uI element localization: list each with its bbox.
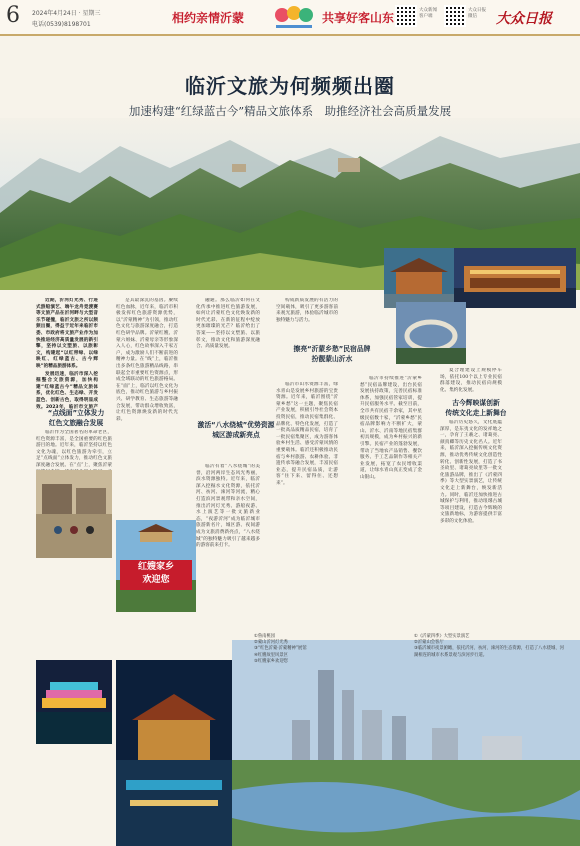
qr-code-news-app[interactable] (395, 5, 417, 27)
gate-slogan: 红嫂家乡 欢迎您 (137, 562, 174, 585)
village-photo (36, 470, 112, 558)
slogan-left: 相约亲情沂蒙 (172, 11, 245, 25)
body-column (276, 298, 338, 342)
slogan-right: 共享好客山东 (322, 11, 395, 25)
date-line: 2024年4月24日 · 星期三 (32, 10, 101, 17)
qr-caption: 大众日报 微信 (468, 8, 486, 19)
phone-line: 电话(0539)8198701 (32, 21, 91, 28)
section-heading-text: 擦亮“沂蒙乡愁”民宿品牌 扮靓蒙山沂水 (293, 345, 371, 363)
section-heading (36, 408, 116, 428)
body-column (440, 420, 502, 638)
temple-photo (384, 248, 454, 308)
page-number: 6 (6, 3, 20, 28)
body-text: 构成新质发展的有活力的空间载体，吸引了更多游客前来观光旅游，体验临沂城市的独特魅力与活力。 (276, 298, 338, 323)
body-column (360, 376, 422, 638)
body-column (116, 298, 178, 558)
lead-paragraph (36, 298, 98, 410)
body-text: 融通。那么临沂如何在文化传承中推进红色旅游发展，如何让沂蒙红色文化焕发新的时代光彩、在新的征程中绽放更加璀璨的光芒？临沂给出了答案——坚持以文塑旅、以旅彰文，推动文化和旅游深度融合、高质量发展。 (196, 298, 260, 350)
section-heading-text: 激活“八水绕城”优势资源 城区游成新亮点 (197, 421, 275, 439)
section-heading (282, 344, 382, 364)
qr-code-wechat[interactable] (444, 5, 466, 27)
city-aerial-photo (232, 640, 580, 846)
body-column (196, 298, 260, 408)
page-header (0, 0, 580, 36)
qr-caption: 大众新闻 客户端 (419, 8, 437, 19)
body-column (276, 382, 338, 630)
body-text: 夏合理建设上规模停车场，依托100个以上专业民宿群落建设，推动民宿向规模化、集约化发展。 (440, 368, 502, 393)
body-text: 临沂市持续推进“沂蒙乡愁”民宿品牌建设，出台民宿发展扶持政策，完善民宿标准体系，加强民宿管家培训，提升民宿服务水平。截至目前，全市共有民宿千余家，其中星级民宿数十家，“沂蒙乡愁”民宿品牌影响力不断扩大，蒙山、沂水、沂南等地民宿集群初具规模，成为乡村振兴的新引擎。民宿产业的蓬勃发展，带动了当地农产品销售、餐饮服务、手工艺品制作等相关产业发展，拓宽了农民增收渠道，让绿水青山真正变成了金山银山。 (360, 376, 422, 480)
live-performance-photo (116, 660, 232, 846)
lead-text: 近期，沂河灯光秀、行进式游船演艺、端午龙舟竞渡赛等文旅产品在沂河畔与大型音乐节碰撞，临沂文旅之所以频频出圈，得益于近年来临沂市委、市政府将文旅产业作为加快推进经济高质量发展的新引擎，坚持以文塑旅、以旅彰文，构建起“以红带绿、以绿映红、红绿蓝古、古今辉映”的精品旅游体系。 (36, 298, 98, 369)
night-light-show-photo (36, 660, 112, 744)
ring-park-photo (396, 302, 466, 364)
modern-building-photo (454, 248, 576, 308)
body-text: 临沂作为全国著名的革命老区，红色资源丰富，是全国重要的红色旅游目的地。近年来，临沂坚持以红色文化为魂，以红色旅游为牵引，立足“点线面”立体发力，推动红色文旅深度融合发展。在“点”上，聚焦沂蒙 (36, 430, 112, 468)
section-heading (196, 420, 276, 440)
masthead: 大众日报 (496, 11, 552, 27)
photo-captions-right: ①《沂蒙四季》大型实景演艺 ②沂蒙山会客厅 ③临沂城市夜景俯瞰，依托沂河、祊河、涑河的生态资源，打造了八水绕城、河湖相连的城市水系景观与滨河步行道。 (414, 634, 564, 658)
lead-text: 发展迅速，临沂市深入挖掘整合文旅资源，加快构建“红绿蓝古今”精品文旅体系，优化红色、生态绿、开发蓝色、创新古色，取得明显成效。2023年，临沂市文旅产 (36, 371, 98, 410)
body-text: 临沂市山水资源丰富，绿水青山是发展乡村旅游的宝贵资源。近年来，临沂围绕“沂蒙乡愁”这一主题，聚焦民宿产业发展，积极引导社会资本投资民宿，推动民宿集群化、品牌化、特色化发展，打造了一批高品质精品民宿，培育了一批民宿集聚区，成为游客体验乡村生活、感受沂蒙风情的重要载体。临沂还积极推动民宿与乡村旅游、农耕体验、非遗传承等融合发展，丰富民宿业态，提升民宿品质，让游客“住下来、留得住、还想来”。 (276, 382, 338, 486)
body-text: 是其最深沉的基因。赓续红色血脉，近年来，临沂市积极发挥红色旅游资源优势，以“沂蒙精神”为引领，推动红色文化与旅游深度融合，打造红色研学品牌。沂蒙红嫂、沂蒙六姐妹、沂蒙母亲等形象深入人心，红色故事深入千家万户，成为激励人们不断前进的精神力量。在“线”上，临沂推出多条红色旅游精品线路，串联起全市重要红色资源点，形成全域联动的红色旅游格局。在“面”上，临沂以红色文化为底色，推动红色旅游与乡村振兴、研学教育、生态旅游等融合发展，带动群众增收致富，让红色资源焕发新的时代光彩。 (116, 298, 178, 422)
section-heading (436, 398, 516, 418)
section-heading-text: 古今辉映谋创新 传统文化走上新舞台 (445, 399, 507, 417)
tourism-logo (272, 4, 316, 32)
section-1-body (36, 430, 112, 470)
body-text: 临沂有着“八水绕城”的美誉，沿河两岸生态风光秀丽，滨水资源独特。近年来，临沂深入挖掘水文化资源，依托沂河、祊河、涑河等河流，精心打造滨河景观带和亲水空间，推出沂河灯光秀、游船夜游、水上演艺等一批文旅新业态，“夜游沂河”成为临沂城市旅游新名片，城区游、夜间游成为文旅消费新亮点，“八水绕城”的独特魅力吸引了越来越多的游客前来打卡。 (196, 464, 260, 549)
body-column (196, 464, 260, 624)
photo-captions-left: ①鲁南桃园 ②蒙山沂河灯光秀 ③“红色沂蒙·沂蒙精神”展馆 ④红嫂故里风景区 ⑤红嫂家乡欢迎您 (254, 634, 307, 664)
article-subtitle: 加速构建“红绿蓝古今”精品文旅体系 助推经济社会高质量发展 (128, 104, 452, 118)
body-text: 临沂历史悠久，文化底蕴深厚，是东夷文化的发祥地之一，孕育了王羲之、诸葛亮、颜真卿等历史文化名人。近年来，临沂深入挖掘传统文化资源，推动优秀传统文化创造性转化、创新性发展，打造了书圣故里、诸葛亮故里等一批文化旅游品牌，推出了《沂蒙四季》等大型实景演艺，让传统文化走上新舞台，焕发新活力。同时，临沂还加快推进古城保护与利用，推动琅琊古城等项目建设，打造古今辉映的文旅新地标，为游客提供丰富多彩的文化体验。 (440, 420, 502, 524)
section-heading-text: “点线面”立体发力 红色文旅融合发展 (47, 409, 105, 427)
article-title: 临沂文旅为何频频出圈 (185, 74, 395, 98)
